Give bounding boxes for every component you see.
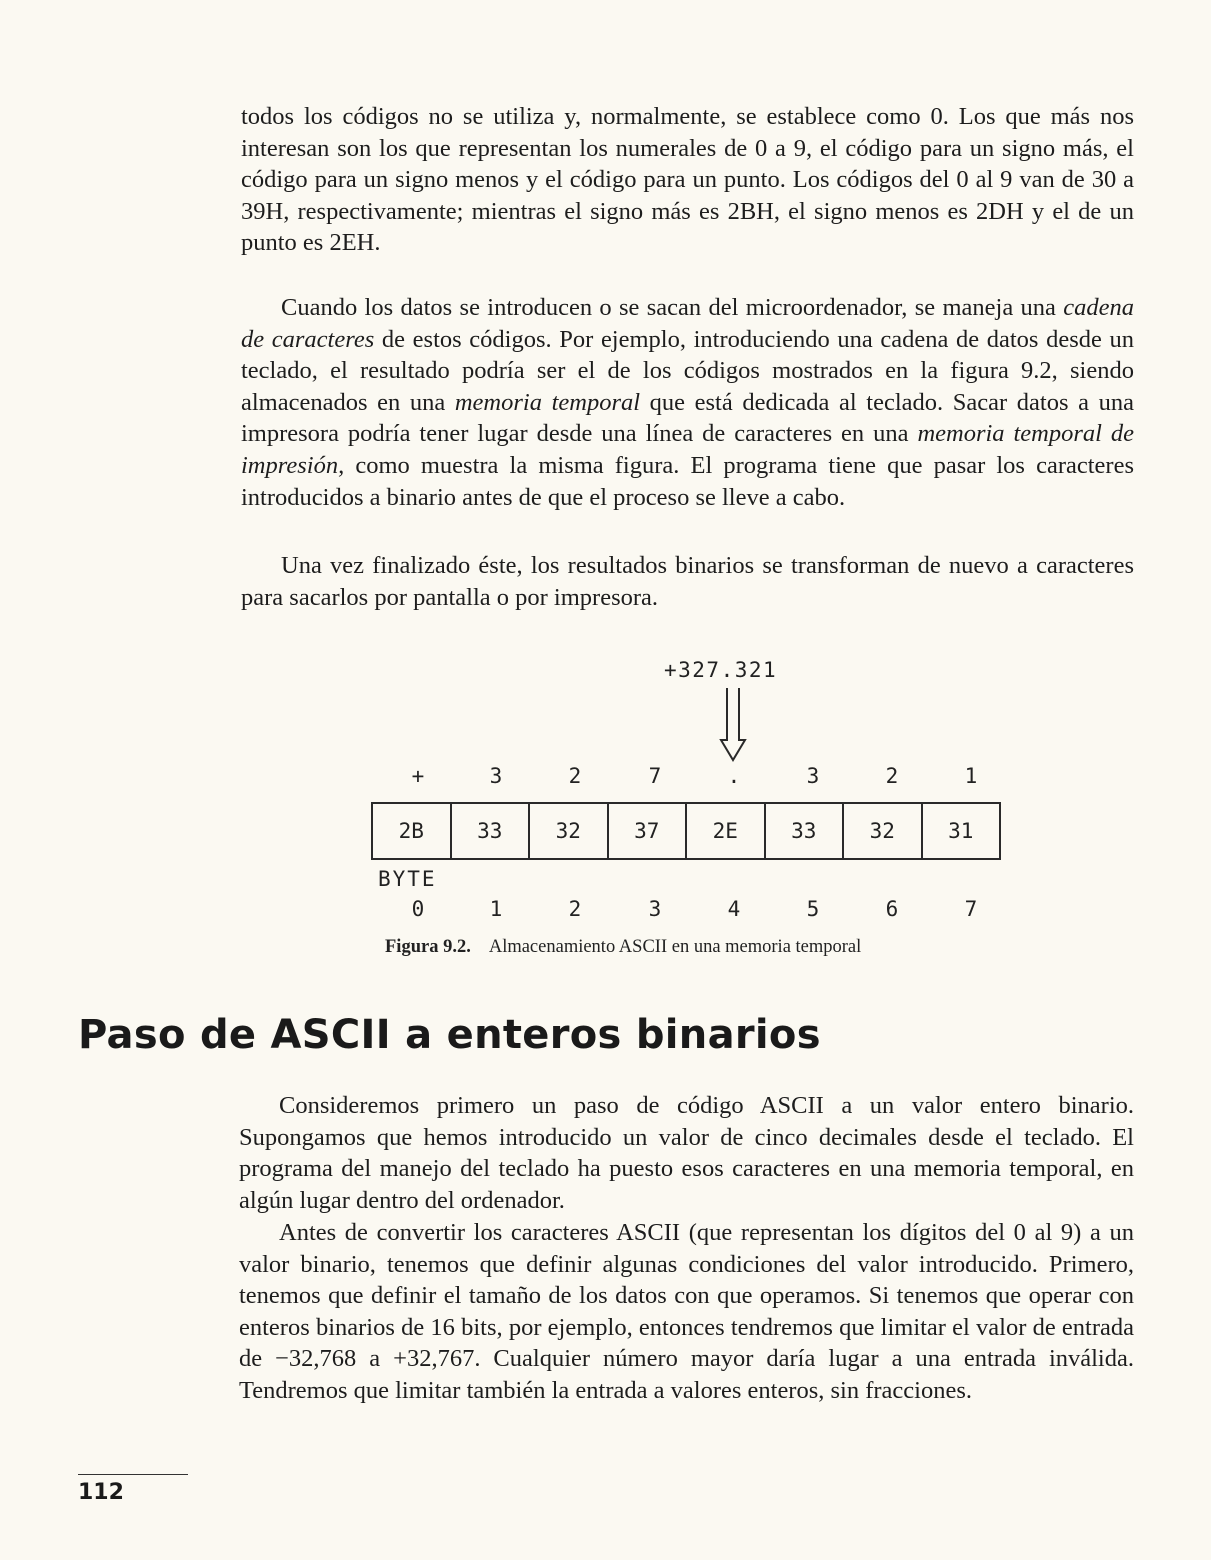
buffer-cell: 2E (687, 804, 766, 858)
char-label: 2 (568, 764, 582, 788)
memory-buffer (371, 802, 1001, 860)
char-label: 1 (964, 764, 978, 788)
buffer-cell: 32 (844, 804, 923, 858)
down-arrow-icon (718, 688, 748, 764)
byte-number: 4 (727, 897, 741, 921)
byte-number: 5 (806, 897, 820, 921)
byte-number: 2 (568, 897, 582, 921)
buffer-cell: 37 (609, 804, 688, 858)
paragraph-2-text-2: de estos códigos. Por ejemplo, introduciendo una cadena de datos desde un teclado, el resultado podría ser el de los códigos mostrados en la figura 9.2, siendo almacenados en una (241, 325, 1134, 416)
paragraph-1: todos los códigos no se utiliza y, normalmente, se establece como 0. Los que más nos interesan son los que representan los numerales de 0 a 9, el código para un signo más, el código para un signo menos y el código para un punto. Los códigos del 0 al 9 van de 30 a 39H, respectivamente; mientras el signo más es 2BH, el signo menos es 2DH y el de un punto es 2EH. (241, 103, 1134, 257)
paragraph-2-emphasis-3: memoria temporal de impresión, (241, 420, 1134, 479)
char-label: 2 (885, 764, 899, 788)
char-label: 3 (806, 764, 820, 788)
figure-input-string: +327.321 (664, 658, 778, 682)
paragraph-2-text-1: Cuando los datos se introducen o se sacan del microordenador, se maneja una (281, 294, 1064, 321)
paragraph-2-emphasis-1: cadena de caracteres (241, 294, 1134, 353)
buffer-cell: 2B (373, 804, 452, 858)
buffer-cell: 32 (530, 804, 609, 858)
char-label: 7 (648, 764, 662, 788)
buffer-cell: 33 (452, 804, 531, 858)
byte-number: 7 (964, 897, 978, 921)
byte-label: BYTE (378, 867, 437, 891)
section-heading: Paso de ASCII a enteros binarios (78, 1012, 821, 1058)
paragraph-2 (241, 292, 1134, 513)
char-label: 3 (489, 764, 503, 788)
footer-rule (78, 1474, 188, 1475)
paragraph-2-emphasis-2: memoria temporal (454, 388, 641, 416)
byte-number: 0 (411, 897, 425, 921)
char-label: + (411, 764, 425, 788)
buffer-cell: 31 (948, 819, 974, 843)
paragraph-5: Antes de convertir los caracteres ASCII (que representan los dígitos del 0 al 9) a un valor binario, tenemos que definir algunas condiciones del valor introducido. Primero, tenemos que definir el tamaño de los datos con que operamos. Si tenemos que operar con enteros binarios de 16 bits, por ejemplo, entonces tendremos que limitar el valor de entrada de −32,768 a +32,767. Cualquier número mayor daría lugar a una entrada inválida. Tendremos que limitar también la entrada a valores enteros, sin fracciones. (239, 1219, 1134, 1404)
byte-number: 1 (489, 897, 503, 921)
figure-caption-text: Almacenamiento ASCII en una memoria temporal (488, 937, 862, 957)
buffer-cell: 33 (766, 804, 845, 858)
paragraph-2-text-3: que está dedicada al teclado. Sacar datos a una impresora podría tener lugar desde una línea de caracteres en una (241, 388, 1134, 448)
figure-caption-label: Figura 9.2. (385, 937, 471, 957)
paragraph-2-text-4: como muestra la misma figura. El programa tiene que pasar los caracteres introducidos a binario antes de que el proceso se lleve a cabo. (241, 451, 1134, 511)
paragraph-4: Consideremos primero un paso de código ASCII a un valor entero binario. Supongamos que hemos introducido un valor de cinco decimales desde el teclado. El programa del manejo del teclado ha puesto esos caracteres en una memoria temporal, en algún lugar dentro del ordenador. (239, 1092, 1134, 1214)
byte-number: 6 (885, 897, 899, 921)
figure-caption (385, 937, 861, 958)
page-number: 112 (78, 1480, 124, 1505)
char-label: . (727, 764, 741, 788)
byte-number: 3 (648, 897, 662, 921)
paragraph-3: Una vez finalizado éste, los resultados binarios se transforman de nuevo a caracteres para sacarlos por pantalla o por impresora. (241, 552, 1134, 611)
